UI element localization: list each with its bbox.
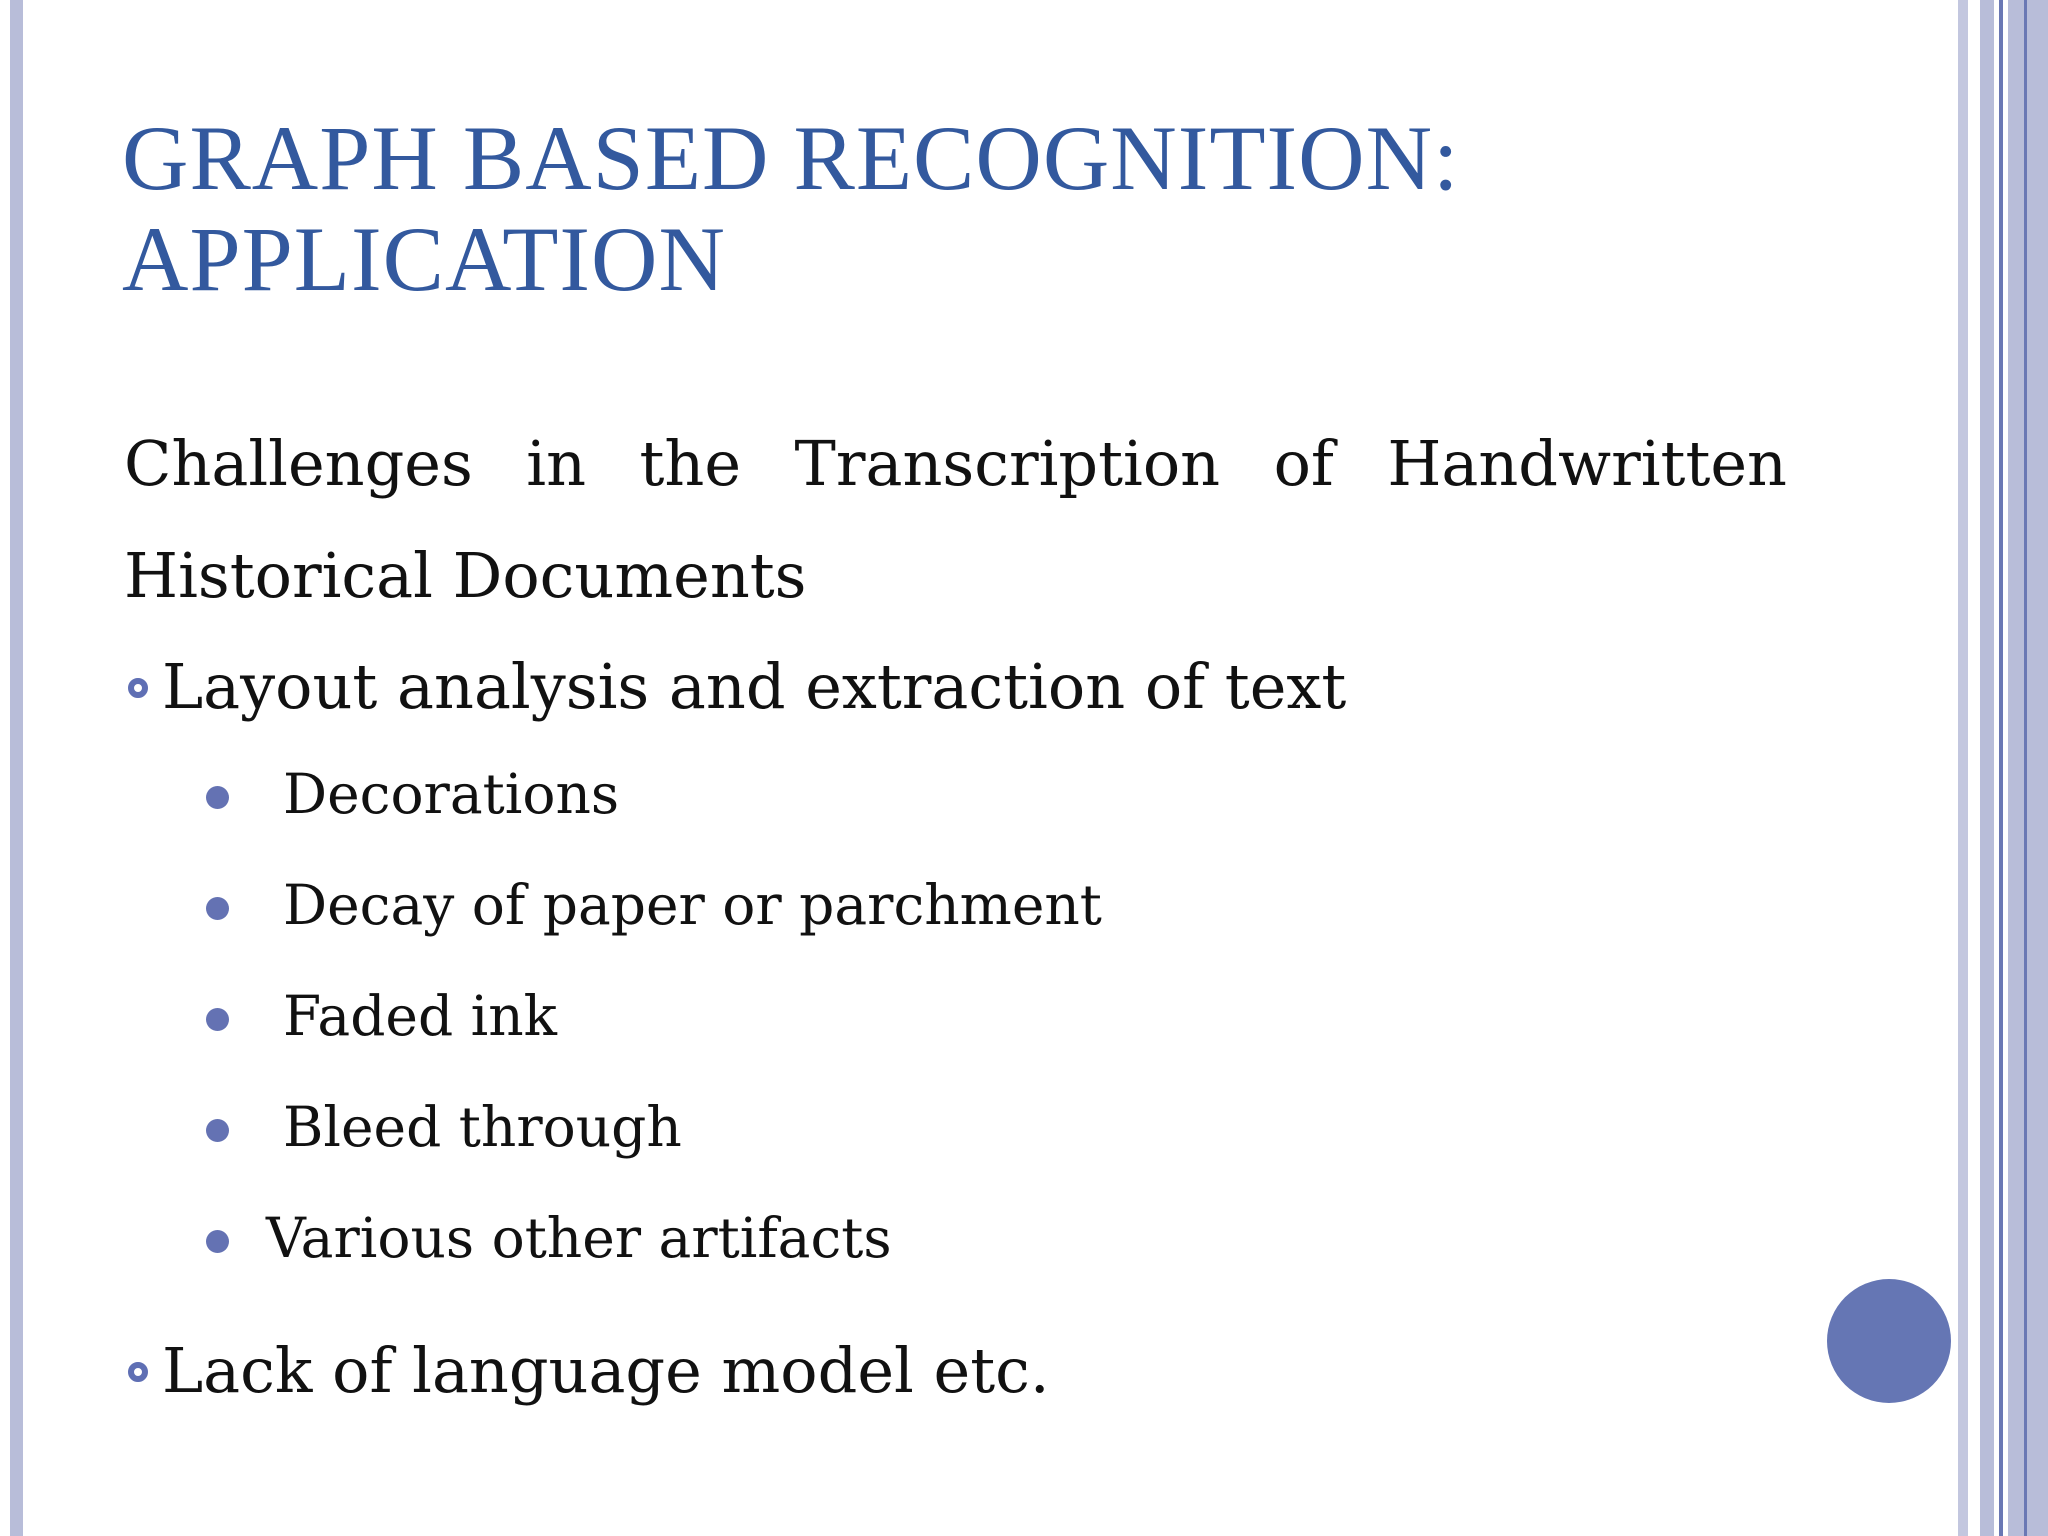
dot-bullet-icon xyxy=(206,1119,229,1142)
sub-bullet-text: Decay of paper or parchment xyxy=(283,873,1102,937)
sub-bullet-text: Various other artifacts xyxy=(266,1206,892,1270)
bullet-text: Lack of language model etc. xyxy=(162,1334,1050,1407)
intro-word: Challenges xyxy=(124,427,473,500)
right-frame-bar xyxy=(1958,0,1968,1536)
intro-word: of xyxy=(1273,427,1334,500)
ring-bullet-icon xyxy=(128,678,148,698)
dot-bullet-icon xyxy=(206,897,229,920)
intro-line-2: Historical Documents xyxy=(124,539,807,612)
sub-bullet-text: Faded ink xyxy=(283,984,558,1048)
right-frame-line xyxy=(2024,0,2027,1536)
sub-bullet-text: Decorations xyxy=(283,762,620,826)
slide-title-line-1: GRAPH BASED RECOGNITION: xyxy=(122,107,1460,209)
decorative-circle xyxy=(1827,1279,1951,1403)
right-frame-line xyxy=(1999,0,2003,1536)
dot-bullet-icon xyxy=(206,1230,229,1253)
intro-line-1 xyxy=(124,408,1787,520)
dot-bullet-icon xyxy=(206,786,229,809)
right-frame-bar xyxy=(2008,0,2048,1536)
intro-word: in xyxy=(526,427,587,500)
intro-paragraph xyxy=(124,408,1787,632)
right-frame-bar xyxy=(1980,0,1994,1536)
left-frame-bar xyxy=(10,0,23,1536)
ring-bullet-icon xyxy=(128,1362,148,1382)
slide-title xyxy=(122,108,1822,310)
dot-bullet-icon xyxy=(206,1008,229,1031)
intro-word: the xyxy=(639,427,742,500)
intro-word: Handwritten xyxy=(1387,427,1787,500)
sub-bullet-text: Bleed through xyxy=(283,1095,682,1159)
bullet-text: Layout analysis and extraction of text xyxy=(162,650,1347,723)
intro-word: Transcription xyxy=(794,427,1221,500)
slide-title-line-2: APPLICATION xyxy=(122,208,726,310)
